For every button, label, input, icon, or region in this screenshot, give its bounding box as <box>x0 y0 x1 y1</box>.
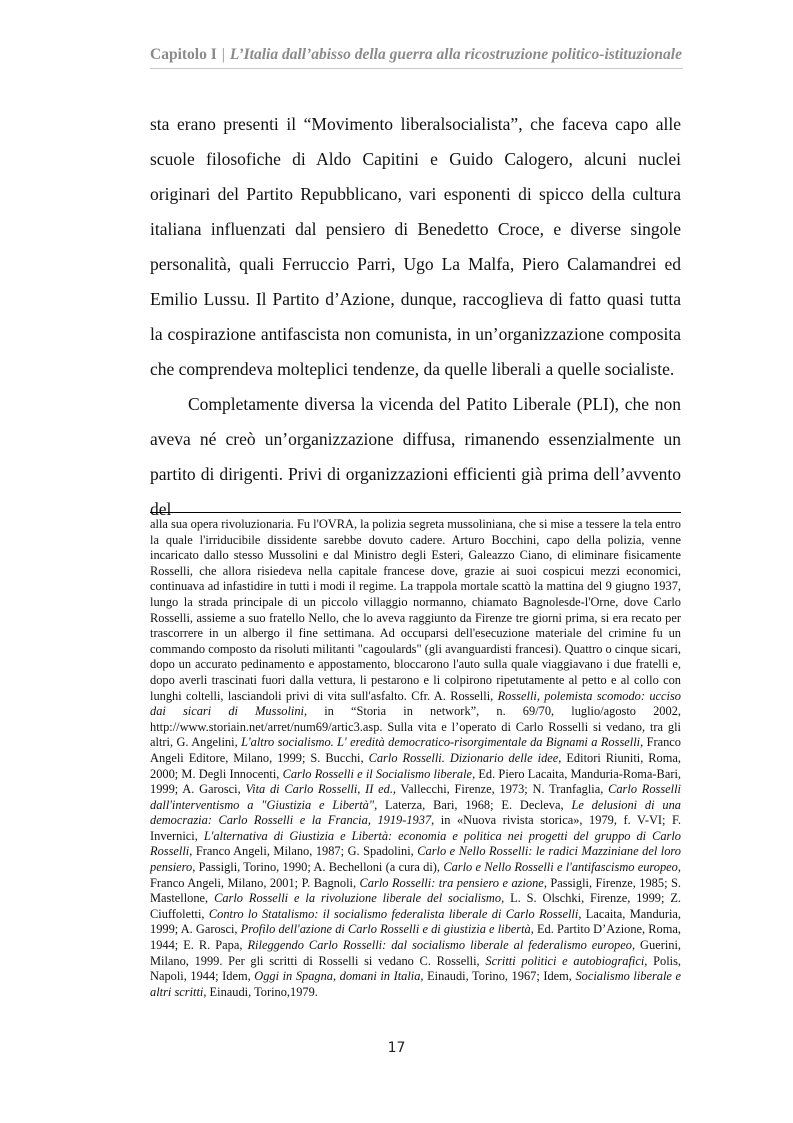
footnote-text: alla sua opera rivoluzionaria. Fu l'OVRA, la polizia segreta mussoliniana, che si mise a tessere la tela entro la quale l'irriducibile dissidente sarebbe dovuto cadere. Arturo Bocchini, capo della polizia, venne incaricato dallo stesso Mussolini e dal Ministro degli Esteri, Galeazzo Ciano, di eliminare fisicamente Rosselli, che allora risiedeva nella capitale francese dove, grazie ai suoi cospicui mezzi economici, continuava ad infastidire in tutti i modi il regime. La trappola mortale scattò la mattina del 9 giugno 1937, lungo la strada principale di un piccolo villaggio normanno, chiamato Bagnolesde-l'Orne, dove Carlo Rosselli, assieme a suo fratello Nello, che lo aveva raggiunto da Firenze tre giorni prima, si era recato per trascorrere in un albergo il fine settimana. Ad occuparsi dell'esecuzione materiale del crimine fu un commando composto da risoluti militanti "cagoulards" (gli avanguardisti francesi). Quattro o cinque sicari, dopo un accurato pedinamento e appostamento, bloccarono l'auto sulla quale viaggiavano i due fratelli e, dopo averli trascinati fuori dalla vettura, li pestarono e li colpirono ripetutamente al petto e al collo con lunghi coltelli, lasciandoli privi di vita sull'asfalto. Cfr. A. Rosselli, <box>150 517 681 703</box>
footnote-text: , L. S. Olschki, Firenze, 1999; Z. Ciuffoletti, <box>150 891 681 921</box>
footnote-text: , Passigli, Firenze, 1985; S. Mastellone, <box>150 875 681 906</box>
footnote-text: , Lacaita, Manduria, 1999; A. Garosci, <box>150 906 681 937</box>
footnote-title: Carlo e Nello Rosselli: le radici Mazziniane del loro pensiero <box>150 844 681 875</box>
footnote-text: , Passigli, Torino, 1990; A. Bechelloni (a cura di), <box>192 860 444 875</box>
footnote-title: L'alternativa di Giustizia e Libertà: economia e politica nei progetti del gruppo di Carlo Rosselli <box>150 828 681 859</box>
footnote-title: Carlo e Nello Rosselli e l'antifascismo europeo <box>443 860 678 875</box>
footnote-title: Socialismo liberale e altri scritti <box>150 969 681 999</box>
footnote-title: Rosselli, polemista scomodo: ucciso dai sicari di Mussolini <box>150 688 682 719</box>
footnote-title: Vita di Carlo Rosselli, II ed., <box>245 782 397 797</box>
footnote-title: Oggi in Spagna, domani in Italia <box>254 969 421 984</box>
footnote-text: , Einaudi, Torino,1979. <box>203 984 318 999</box>
body-paragraph-1: sta erano presenti il “Movimento liberalsocialista”, che faceva capo alle scuole filosofiche di Aldo Capitini e Guido Calogero, alcuni nuclei originari del Partito Repubblicano, vari esponenti di spicco della cultura italiana influenzati dal pensiero di Benedetto Croce, e diverse singole personalità, quali Ferruccio Parri, Ugo La Malfa, Piero Calamandrei ed Emilio Lussu. Il Partito d’Azione, dunque, raccoglieva di fatto quasi tutta la cospirazione antifascista non comunista, in un’organizzazione composita che comprendeva molteplici tendenze, da quelle liberali a quelle socialiste. <box>150 114 681 379</box>
footnote-divider <box>150 512 681 513</box>
chapter-title: L’Italia dall’abisso della guerra alla ricostruzione politico-istituzionale <box>229 46 682 63</box>
header-separator: | <box>221 46 225 63</box>
footnote-title: Scritti politici e autobiografici <box>485 953 645 968</box>
footnote-title: Carlo Rosselli e il Socialismo liberale <box>282 766 473 781</box>
footnote-title: Contro lo Statalismo: il socialismo federalista liberale di Carlo Rosselli <box>208 906 579 921</box>
footnote-text: , Polis, Napoli, 1944; Idem, <box>150 953 681 984</box>
footnote-title: Carlo Rosselli e la rivoluzione liberale del socialismo <box>214 891 502 906</box>
footnote-title: Profilo dell'azione di Carlo Rosselli e di giustizia e libertà <box>240 922 531 937</box>
chapter-label: Capitolo I <box>150 46 217 63</box>
running-header <box>150 45 683 65</box>
page-number: 17 <box>387 1040 406 1056</box>
body-paragraph-2: Completamente diversa la vicenda del Patito Liberale (PLI), che non aveva né creò un’organizzazione diffusa, rimanendo essenzialmente un partito di dirigenti. Privi di organizzazioni efficienti già prima dell’avvento del <box>150 394 681 519</box>
body-text <box>150 107 681 527</box>
footnote-text: Laterza, Bari, 1968; E. Decleva, <box>377 797 572 812</box>
footnote-text: , Guerini, Milano, 1999. Per gli scritti di Rosselli si vedano C. Rosselli, <box>150 938 681 968</box>
footnote-text: , in «Nuova rivista storica», 1979, f. V-VI; F. Invernici, <box>150 813 681 843</box>
footnote <box>150 517 681 1000</box>
footnote-text: , Editori Riuniti, Roma, 2000; M. Degli Innocenti, <box>150 750 681 781</box>
footnote-text: , Ed. Piero Lacaita, Manduria-Roma-Bari, 1999; A. Garosci, <box>150 766 681 797</box>
footnote-text: , Ed. Partito D’Azione, Roma, 1944; E. R. Papa, <box>150 922 681 953</box>
footnote-text: , Einaudi, Torino, 1967; Idem, <box>420 969 576 984</box>
footnote-text: , Franco Angeli, Milano, 1987; G. Spadolini, <box>189 844 418 859</box>
footnote-text: , Franco Angeli Editore, Milano, 1999; S. Bucchi, <box>150 735 681 765</box>
footnote-text: Vallecchi, Firenze, 1973; N. Tranfaglia, <box>396 782 609 797</box>
footnote-text: , Franco Angeli, Milano, 2001; P. Bagnoli, <box>150 860 681 890</box>
footnote-title: L'altro socialismo. L' eredità democratico-risorgimentale da Bignami a Rosselli <box>241 735 641 750</box>
header-divider <box>150 68 683 69</box>
footnote-title: Le delusioni di una democrazia: Carlo Rosselli e la Francia, 1919-1937 <box>150 797 681 828</box>
footnote-title: Carlo Rosselli. Dizionario delle idee <box>368 750 559 765</box>
footnote-title: Carlo Rosselli dall'interventismo a "Giustizia e Libertà", <box>150 782 682 812</box>
footnote-text: , in “Storia in network”, n. 69/70, luglio/agosto 2002, http://www.storiain.net/arret/num69/artic3.asp. Sulla vita e l’operato di Carlo Rosselli si vedano, tra gli altri, G. Angelini, <box>150 704 681 750</box>
footnote-title: Rileggendo Carlo Rosselli: dal socialismo liberale al federalismo europeo <box>247 938 632 953</box>
footnote-title: Carlo Rosselli: tra pensiero e azione <box>359 875 544 890</box>
